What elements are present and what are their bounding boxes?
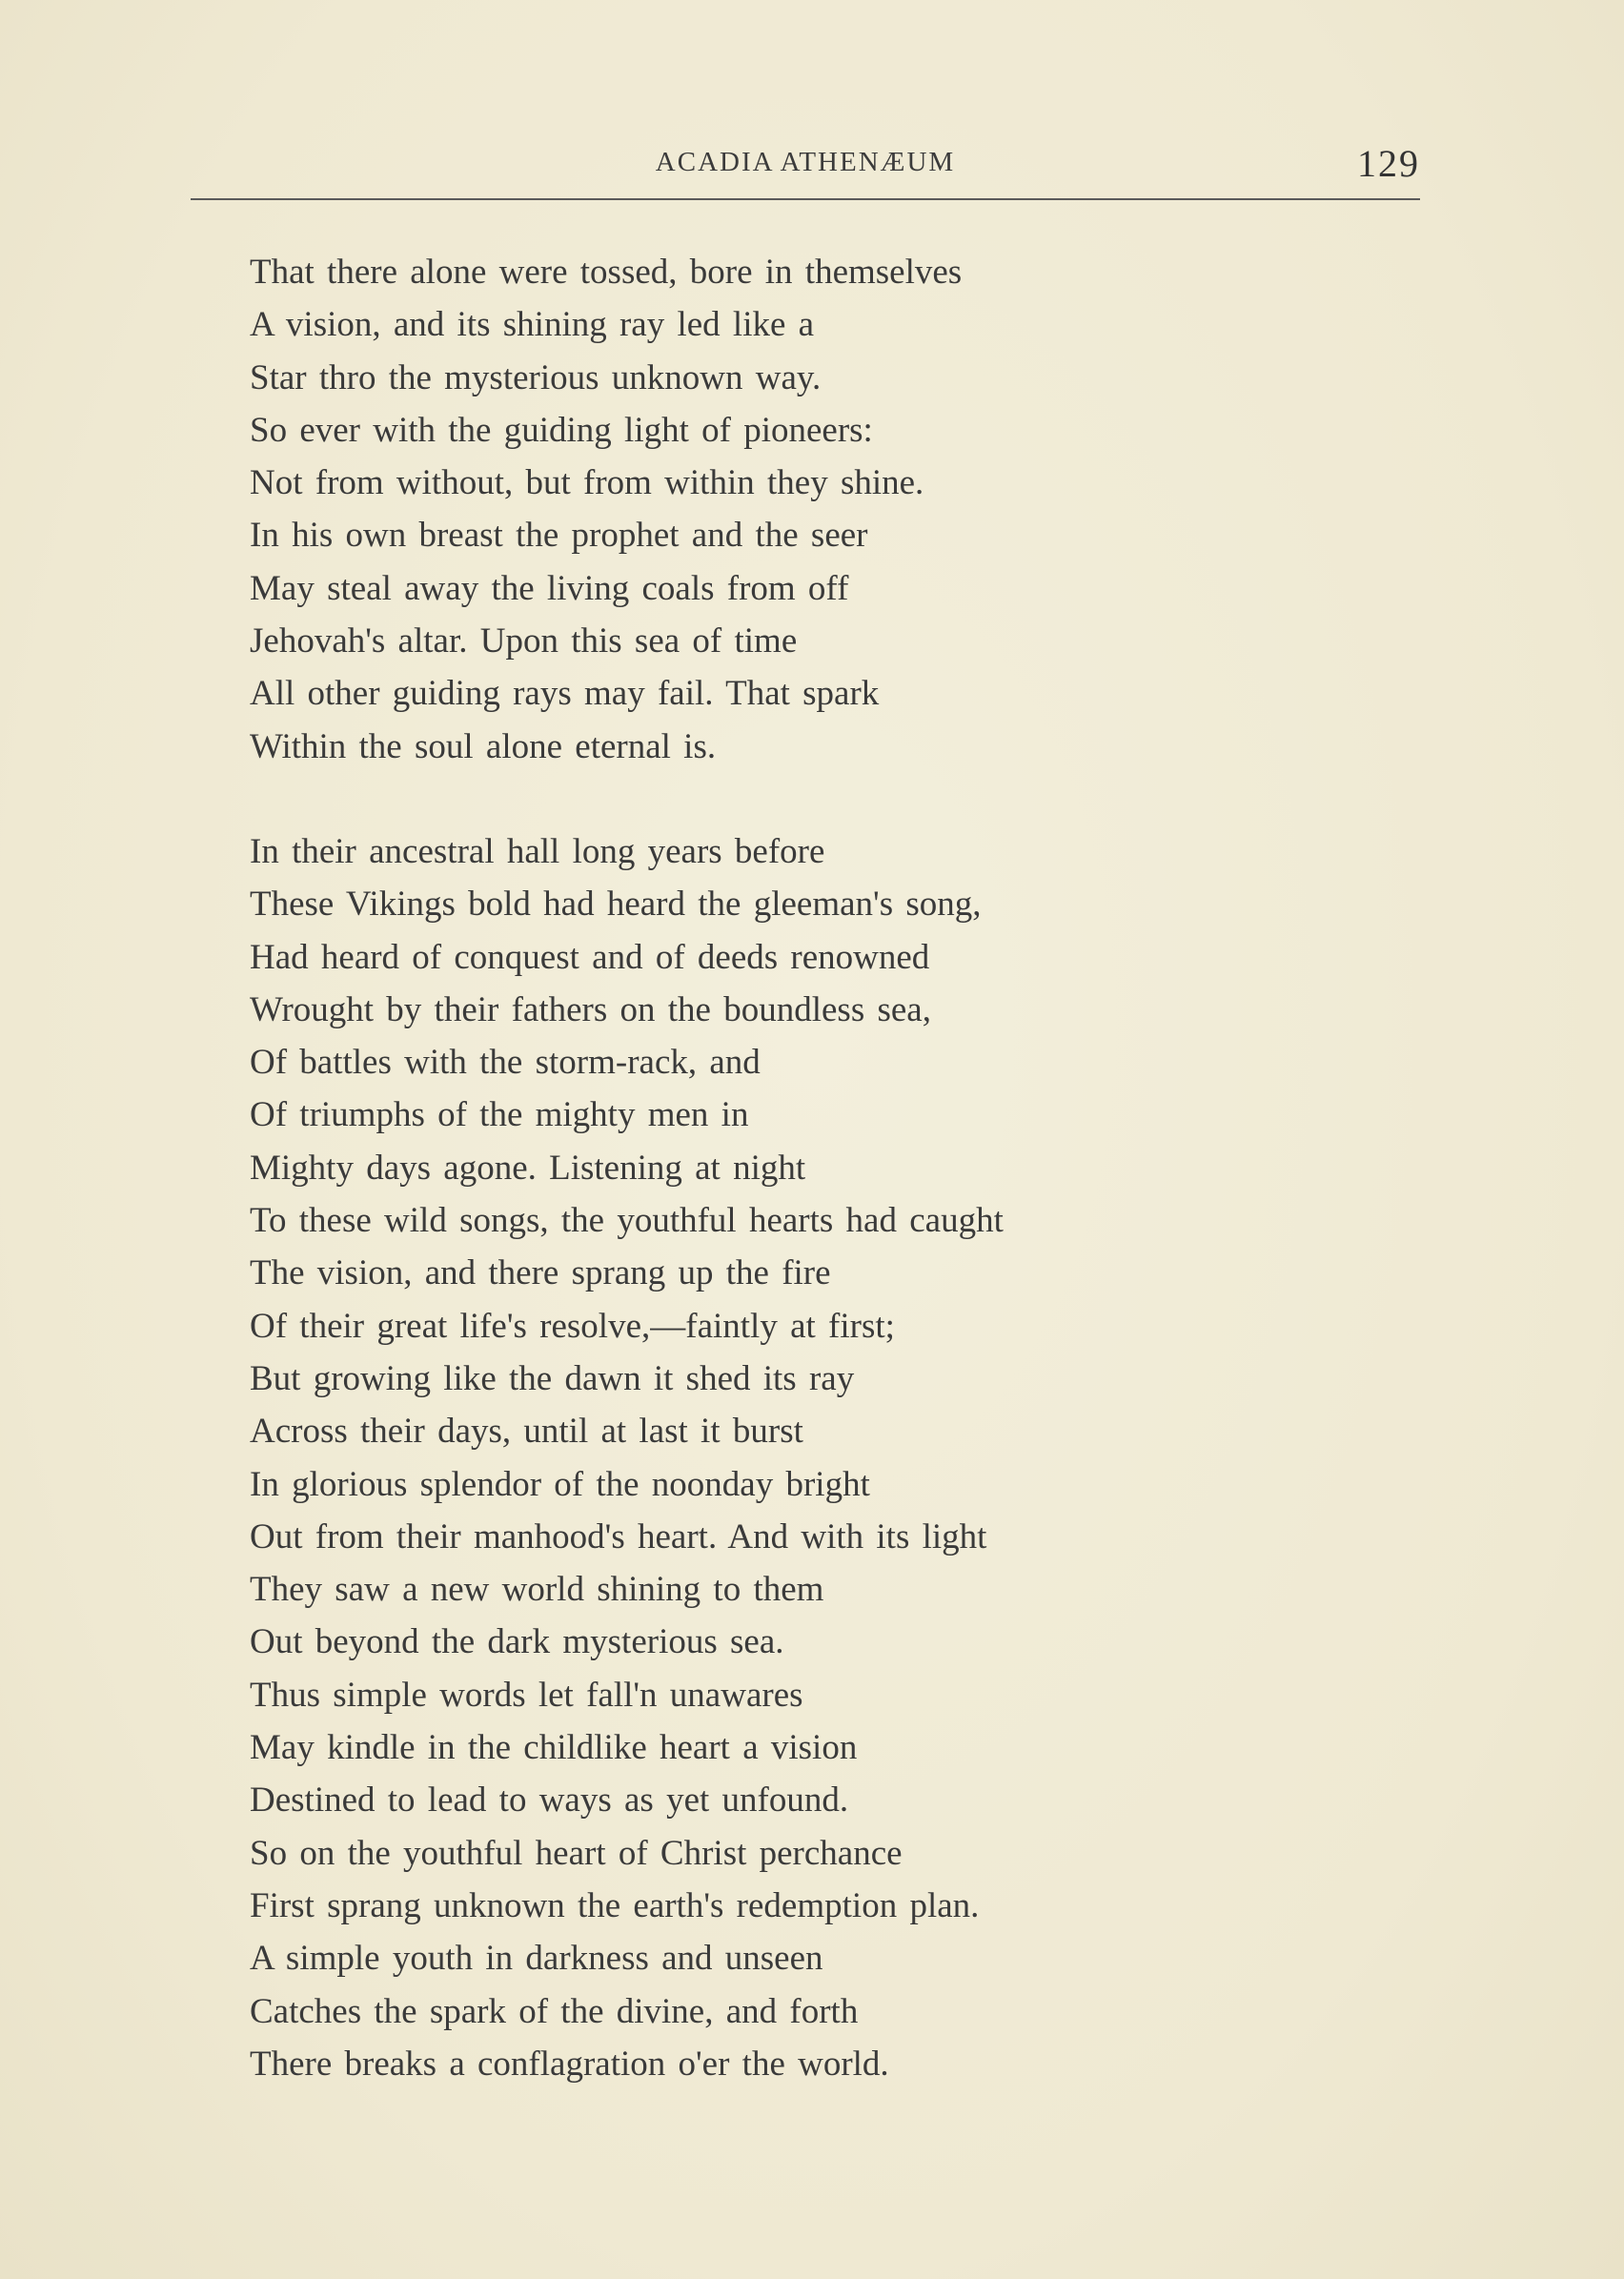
poem-line: These Vikings bold had heard the gleeman's song, [250, 885, 982, 925]
poem-line: There breaks a conflagration o'er the world. [250, 2044, 889, 2084]
stanza-2 [250, 825, 1431, 2090]
poem-line: Of battles with the storm-rack, and [250, 1043, 761, 1083]
poem-line: Mighty days agone. Listening at night [250, 1148, 806, 1188]
poem-line: Jehovah's altar. Upon this sea of time [250, 621, 798, 661]
poem-line: But growing like the dawn it shed its ray [250, 1358, 855, 1398]
poem-body [250, 246, 1431, 2090]
poem-line: Destined to lead to ways as yet unfound. [250, 1780, 849, 1821]
page-header [191, 143, 1420, 200]
poem-line: Catches the spark of the divine, and forth [250, 1991, 859, 2031]
stanza-1 [250, 246, 1431, 773]
poem-line: Had heard of conquest and of deeds renowned [250, 937, 930, 977]
poem-line: In glorious splendor of the noonday bright [250, 1464, 870, 1504]
poem-line: Of their great life's resolve,—faintly at first; [250, 1306, 895, 1346]
poem-line: Of triumphs of the mighty men in [250, 1095, 749, 1135]
poem-line: All other guiding rays may fail. That spark [250, 674, 880, 714]
poem-line: May kindle in the childlike heart a vision [250, 1728, 858, 1768]
poem-line: First sprang unknown the earth's redemption plan. [250, 1885, 980, 1925]
poem-line: Out beyond the dark mysterious sea. [250, 1622, 784, 1662]
poem-line: Wrought by their fathers on the boundless sea, [250, 989, 931, 1029]
page-number: 129 [1357, 142, 1420, 185]
poem-line: A vision, and its shining ray led like a [250, 305, 815, 345]
poem-line: So ever with the guiding light of pioneers: [250, 410, 873, 450]
poem-line: Not from without, but from within they shine. [250, 463, 924, 503]
poem-line: In their ancestral hall long years before [250, 831, 825, 871]
poem-line: Out from their manhood's heart. And with its light [250, 1516, 987, 1557]
poem-line: Across their days, until at last it burst [250, 1412, 803, 1452]
running-title: ACADIA ATHENÆUM [655, 147, 956, 177]
poem-line: Within the soul alone eternal is. [250, 726, 717, 766]
poem-line: Star thro the mysterious unknown way. [250, 357, 822, 397]
poem-line: Thus simple words let fall'n unawares [250, 1675, 803, 1715]
poem-line: That there alone were tossed, bore in themselves [250, 253, 963, 292]
poem-line: So on the youthful heart of Christ perchance [250, 1833, 903, 1873]
poem-line: A simple youth in darkness and unseen [250, 1939, 823, 1979]
poem-line: The vision, and there sprang up the fire [250, 1253, 831, 1293]
poem-line: May steal away the living coals from off [250, 568, 849, 608]
poem-line: To these wild songs, the youthful hearts had caught [250, 1201, 1004, 1241]
poem-line: In his own breast the prophet and the seer [250, 516, 868, 556]
poem-line: They saw a new world shining to them [250, 1570, 824, 1610]
